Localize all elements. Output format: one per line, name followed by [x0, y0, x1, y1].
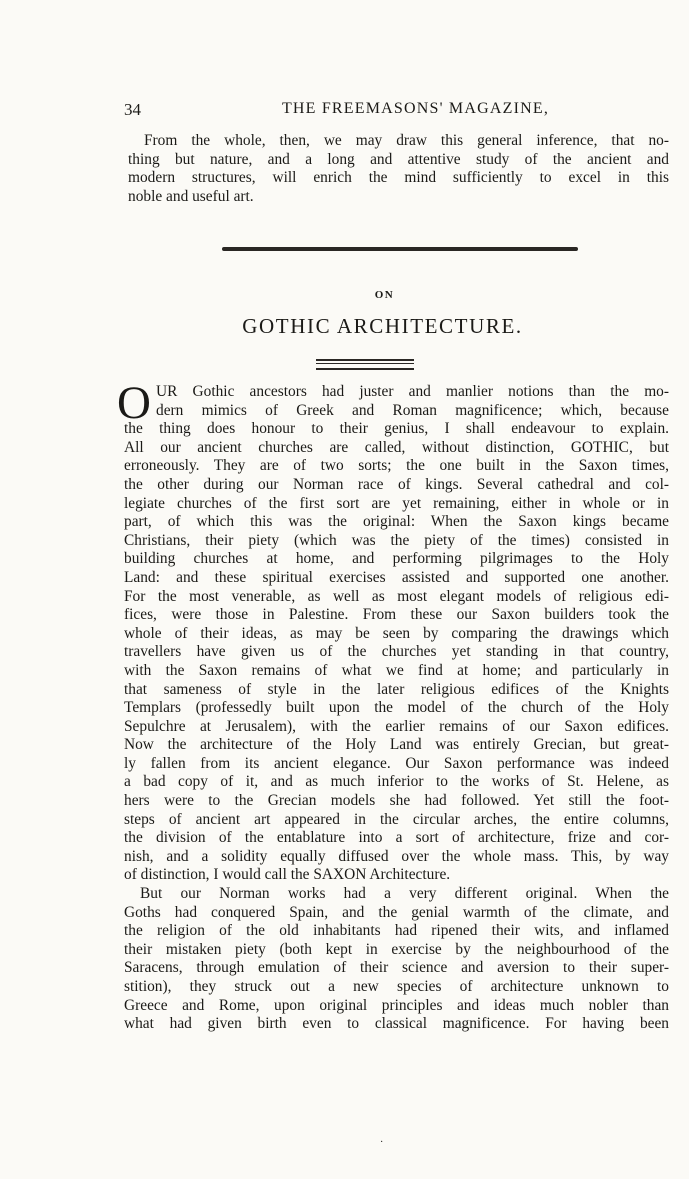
text-line: modern structures, will enrich the mind sufficiently to excel in this — [128, 169, 669, 187]
text-line: erroneously. They are of two sorts; the one built in the Saxon times, — [124, 457, 669, 475]
text-line: For the most venerable, as well as most elegant models of religious edi- — [124, 587, 669, 605]
page-header — [124, 100, 669, 122]
text-line: fices, were those in Palestine. From these our Saxon builders took the — [124, 606, 669, 624]
article-prefix: ON — [374, 289, 395, 301]
text-line: what had given birth even to classical magnificence. For having been — [124, 1015, 669, 1033]
text-line: a bad copy of it, and as much inferior to the works of St. Helene, as — [124, 773, 669, 791]
text-line: Now the architecture of the Holy Land was entirely Grecian, but great- — [124, 736, 669, 754]
text-line: From the whole, then, we may draw this general inference, that no- — [144, 132, 669, 149]
text-line: ly fallen from its ancient elegance. Our Saxon performance was indeed — [124, 754, 669, 772]
text-line: Templars (professedly built upon the model of the church of the Holy — [124, 699, 669, 717]
text-line: whole of their ideas, as may be seen by comparing the drawings which — [124, 624, 669, 642]
text-line: the religion of the old inhabitants had ripened their wits, and inflamed — [124, 922, 669, 940]
text-line: Greece and Rome, upon original principles and ideas much nobler than — [124, 996, 669, 1014]
text-line: dern mimics of Greek and Roman magnificence; which, because — [156, 401, 669, 419]
text-line: noble and useful art. — [128, 187, 254, 205]
text-line: stition), they struck out a new species of architecture unknown to — [124, 978, 669, 995]
drop-cap: O — [117, 377, 151, 429]
text-line: thing but nature, and a long and attentive study of the ancient and — [128, 150, 669, 168]
text-line: UR Gothic ancestors had juster and manlier notions than the mo- — [156, 383, 669, 400]
article-title: GOTHIC ARCHITECTURE. — [242, 314, 523, 338]
text-line: nish, and a solidity equally diffused over the whole mass. This, by way — [124, 847, 669, 865]
text-line: Goths had conquered Spain, and the genial warmth of the climate, and — [124, 903, 669, 921]
text-line: steps of ancient art appeared in the circular arches, the entire columns, — [124, 810, 669, 828]
article-body — [124, 383, 669, 1034]
text-line: their mistaken piety (both kept in exercise by the neighbourhood of the — [124, 940, 669, 958]
text-line: part, of which this was the original: When the Saxon kings became — [124, 513, 669, 531]
text-line: travellers have given us of the churches yet standing in that country, — [124, 643, 669, 661]
text-line: Sepulchre at Jerusalem), with the earlier remains of our Saxon edifices. — [124, 717, 669, 735]
title-rule — [316, 359, 414, 370]
text-line: the thing does honour to their genius, I shall endeavour to explain. — [124, 420, 669, 438]
text-line: But our Norman works had a very different original. When the — [140, 885, 669, 903]
text-line: Saracens, through emulation of their science and aversion to their super- — [124, 959, 669, 977]
text-line: the division of the entablature into a sort of architecture, frize and cor- — [124, 829, 669, 847]
text-line: Christians, their piety (which was the piety of the times) consisted in — [124, 531, 669, 549]
section-divider — [222, 247, 578, 251]
page-number: 34 — [124, 100, 141, 119]
footer-mark: · — [380, 1137, 384, 1148]
text-line: All our ancient churches are called, without distinction, GOTHIC, but — [124, 438, 669, 456]
text-line: that sameness of style in the later religious edifices of the Knights — [124, 680, 669, 698]
text-line: building churches at home, and performing pilgrimages to the Holy — [124, 550, 669, 568]
text-line: legiate churches of the first sort are yet remaining, either in whole or in — [124, 494, 669, 512]
text-line: of distinction, I would call the SAXON Architecture. — [124, 866, 451, 884]
text-line: Land: and these spiritual exercises assisted and supported one another. — [124, 568, 669, 586]
intro-paragraph — [124, 132, 669, 206]
running-title: THE FREEMASONS' MAGAZINE, — [281, 100, 550, 117]
text-line: hers were to the Grecian models she had followed. Yet still the foot- — [124, 792, 669, 810]
text-line: with the Saxon remains of what we find at home; and particularly in — [124, 661, 669, 679]
text-line: the other during our Norman race of kings. Several cathedral and col- — [124, 475, 669, 493]
